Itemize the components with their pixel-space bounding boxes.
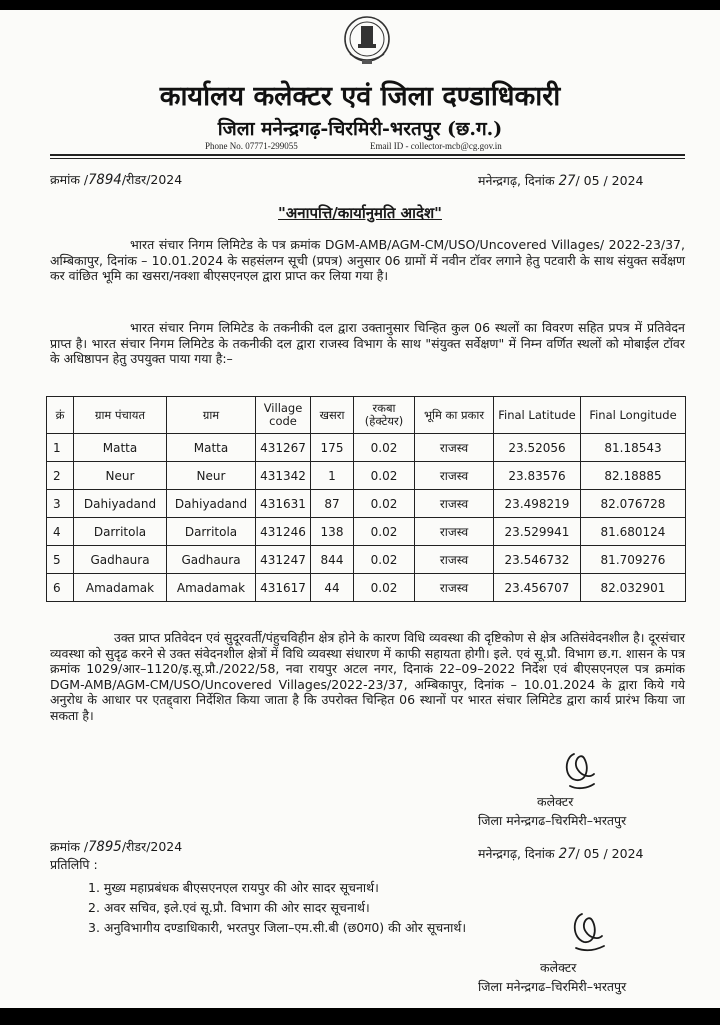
reference-number: क्रमांक /7894/रीडर/2024 (50, 172, 183, 188)
reference-date: मनेन्द्रगढ़, दिनांक 27/ 05 / 2024 (478, 173, 644, 189)
table-row: 3 Dahiyadand Dahiyadand 431631 87 0.02 राजस्व 23.498219 82.076728 (47, 490, 686, 518)
phone-number: Phone No. 07771-299055 (205, 141, 298, 151)
paragraph-1: भारत संचार निगम लिमिटेड के पत्र क्रमांक DGM-AMB/AGM-CM/USO/Uncovered Villages/ 2022-23/37, अम्बिकापुर, दिनांक – 10.01.2024 के सहसंलग्न सूची (प्रपत्र) अनुसार 06 ग्रामों में नवीन टॉवर लगाने हेतु पटवारी के साथ संयुक्त सर्वेक्षण कर वांछित भूमि का खसरा/नक्शा बीएसएनएल द्वारा प्राप्त कर लिया गया है। (50, 237, 685, 283)
sites-table (46, 396, 686, 602)
table-row: 2 Neur Neur 431342 1 0.02 राजस्व 23.83576 82.18885 (47, 462, 686, 490)
col-latitude: Final Latitude (494, 397, 581, 434)
signature-2-district: जिला मनेन्द्रगढ–चिरमिरी–भरतपुर (478, 979, 627, 994)
top-border (0, 0, 720, 10)
table-row: 6 Amadamak Amadamak 431617 44 0.02 राजस्व 23.456707 82.032901 (47, 574, 686, 602)
copy-to-item: 2. अवर सचिव, इले.एवं सू.प्रौ. विभाग की ओर सादर सूचनार्थ। (88, 900, 370, 915)
office-title: कार्यालय कलेक्टर एवं जिला दण्डाधिकारी (159, 81, 561, 112)
col-village-code: Village code (256, 397, 311, 434)
signature-1-designation: कलेक्टर (537, 794, 574, 809)
header-rule-thin (50, 158, 685, 159)
copy-to-label: प्रतिलिपि : (50, 857, 98, 872)
col-gram-panchayat: ग्राम पंचायत (74, 397, 167, 434)
signature-2-designation: कलेक्टर (540, 960, 577, 975)
col-area: रकबा (हेक्टेयर) (354, 397, 415, 434)
table-header-row (47, 397, 686, 434)
district-title: जिला मनेन्द्रगढ़-चिरमिरी-भरतपुर (छ.ग.) (217, 118, 503, 140)
copy-to-item: 3. अनुविभागीय दण्डाधिकारी, भरतपुर जिला–एम.सी.बी (छ0ग0) की ओर सूचनार्थ। (88, 920, 467, 935)
col-village: ग्राम (167, 397, 256, 434)
copy-reference-date: मनेन्द्रगढ़, दिनांक 27/ 05 / 2024 (478, 846, 644, 862)
table-row: 1 Matta Matta 431267 175 0.02 राजस्व 23.52056 81.18543 (47, 434, 686, 462)
col-khasra: खसरा (311, 397, 354, 434)
signature-1-district: जिला मनेन्द्रगढ–चिरमिरी–भरतपुर (478, 813, 627, 828)
copy-to-item: 1. मुख्य महाप्रबंधक बीएसएनएल रायपुर की ओर सादर सूचनार्थ। (88, 880, 379, 895)
order-title: "अनापत्ति/कार्यानुमति आदेश" (278, 204, 442, 222)
table-row: 4 Darritola Darritola 431246 138 0.02 राजस्व 23.529941 81.680124 (47, 518, 686, 546)
signature-1-icon (560, 748, 600, 794)
col-serial: क्रं (47, 397, 74, 434)
paragraph-2: भारत संचार निगम लिमिटेड के तकनीकी दल द्वारा उक्तानुसार चिन्हित कुल 06 स्थलों का विवरण सहित प्रपत्र में प्रतिवेदन प्राप्त है। भारत संचार निगम लिमिटेड के तकनीकी दल द्वारा राजस्व विभाग के साथ "संयुक्त सर्वेक्षण" में निम्न वर्णित स्थलों को मोबाईल टॉवर के अधिष्ठापन हेतु उपयुक्त पाया गया है:– (50, 320, 685, 366)
header-rule (50, 154, 685, 156)
table-row: 5 Gadhaura Gadhaura 431247 844 0.02 राजस्व 23.546732 81.709276 (47, 546, 686, 574)
copy-reference-number: क्रमांक /7895/रीडर/2024 (50, 839, 183, 855)
col-land-type: भूमि का प्रकार (415, 397, 494, 434)
email-id: Email ID - collector-mcb@cg.gov.in (370, 141, 502, 151)
signature-2-icon (568, 908, 608, 956)
paragraph-3: उक्त प्राप्त प्रतिवेदन एवं सुदूरवर्ती/पंहुचविहीन क्षेत्र होने के कारण विधि व्यवस्था की दृष्टिकोण से क्षेत्र अतिसंवेदनशील है। दूरसंचार व्यवस्था को सुदृढ करने से उक्त संवेदनशील क्षेत्रों में विधि व्यवस्था संधारण में काफी सहायता होगी। इले. एवं सू.प्रौ. विभाग छ.ग. शासन के पत्र क्रमांक 1029/आर–1120/इ.सू.प्रौ./2022/58, नवा रायपुर अटल नगर, दिनाकं 22–09–2022 निर्देश एवं बीएसएनएल पत्र क्रमांक DGM-AMB/AGM-CM/USO/Uncovered Villages/2022-23/37, अम्बिकापुर, दिनांक – 10.01.2024 के द्वारा किये गये अनुरोध के आधार पर एतद्द्वारा निर्देशित किया जाता है कि उपरोक्त चिन्हित 06 स्थानों पर भारत संचार लिमिटेड द्वारा कार्य प्रारंभ किया जा सकता है। (50, 630, 685, 723)
bottom-border (0, 1008, 720, 1025)
col-longitude: Final Longitude (581, 397, 686, 434)
state-emblem-icon (342, 14, 392, 70)
